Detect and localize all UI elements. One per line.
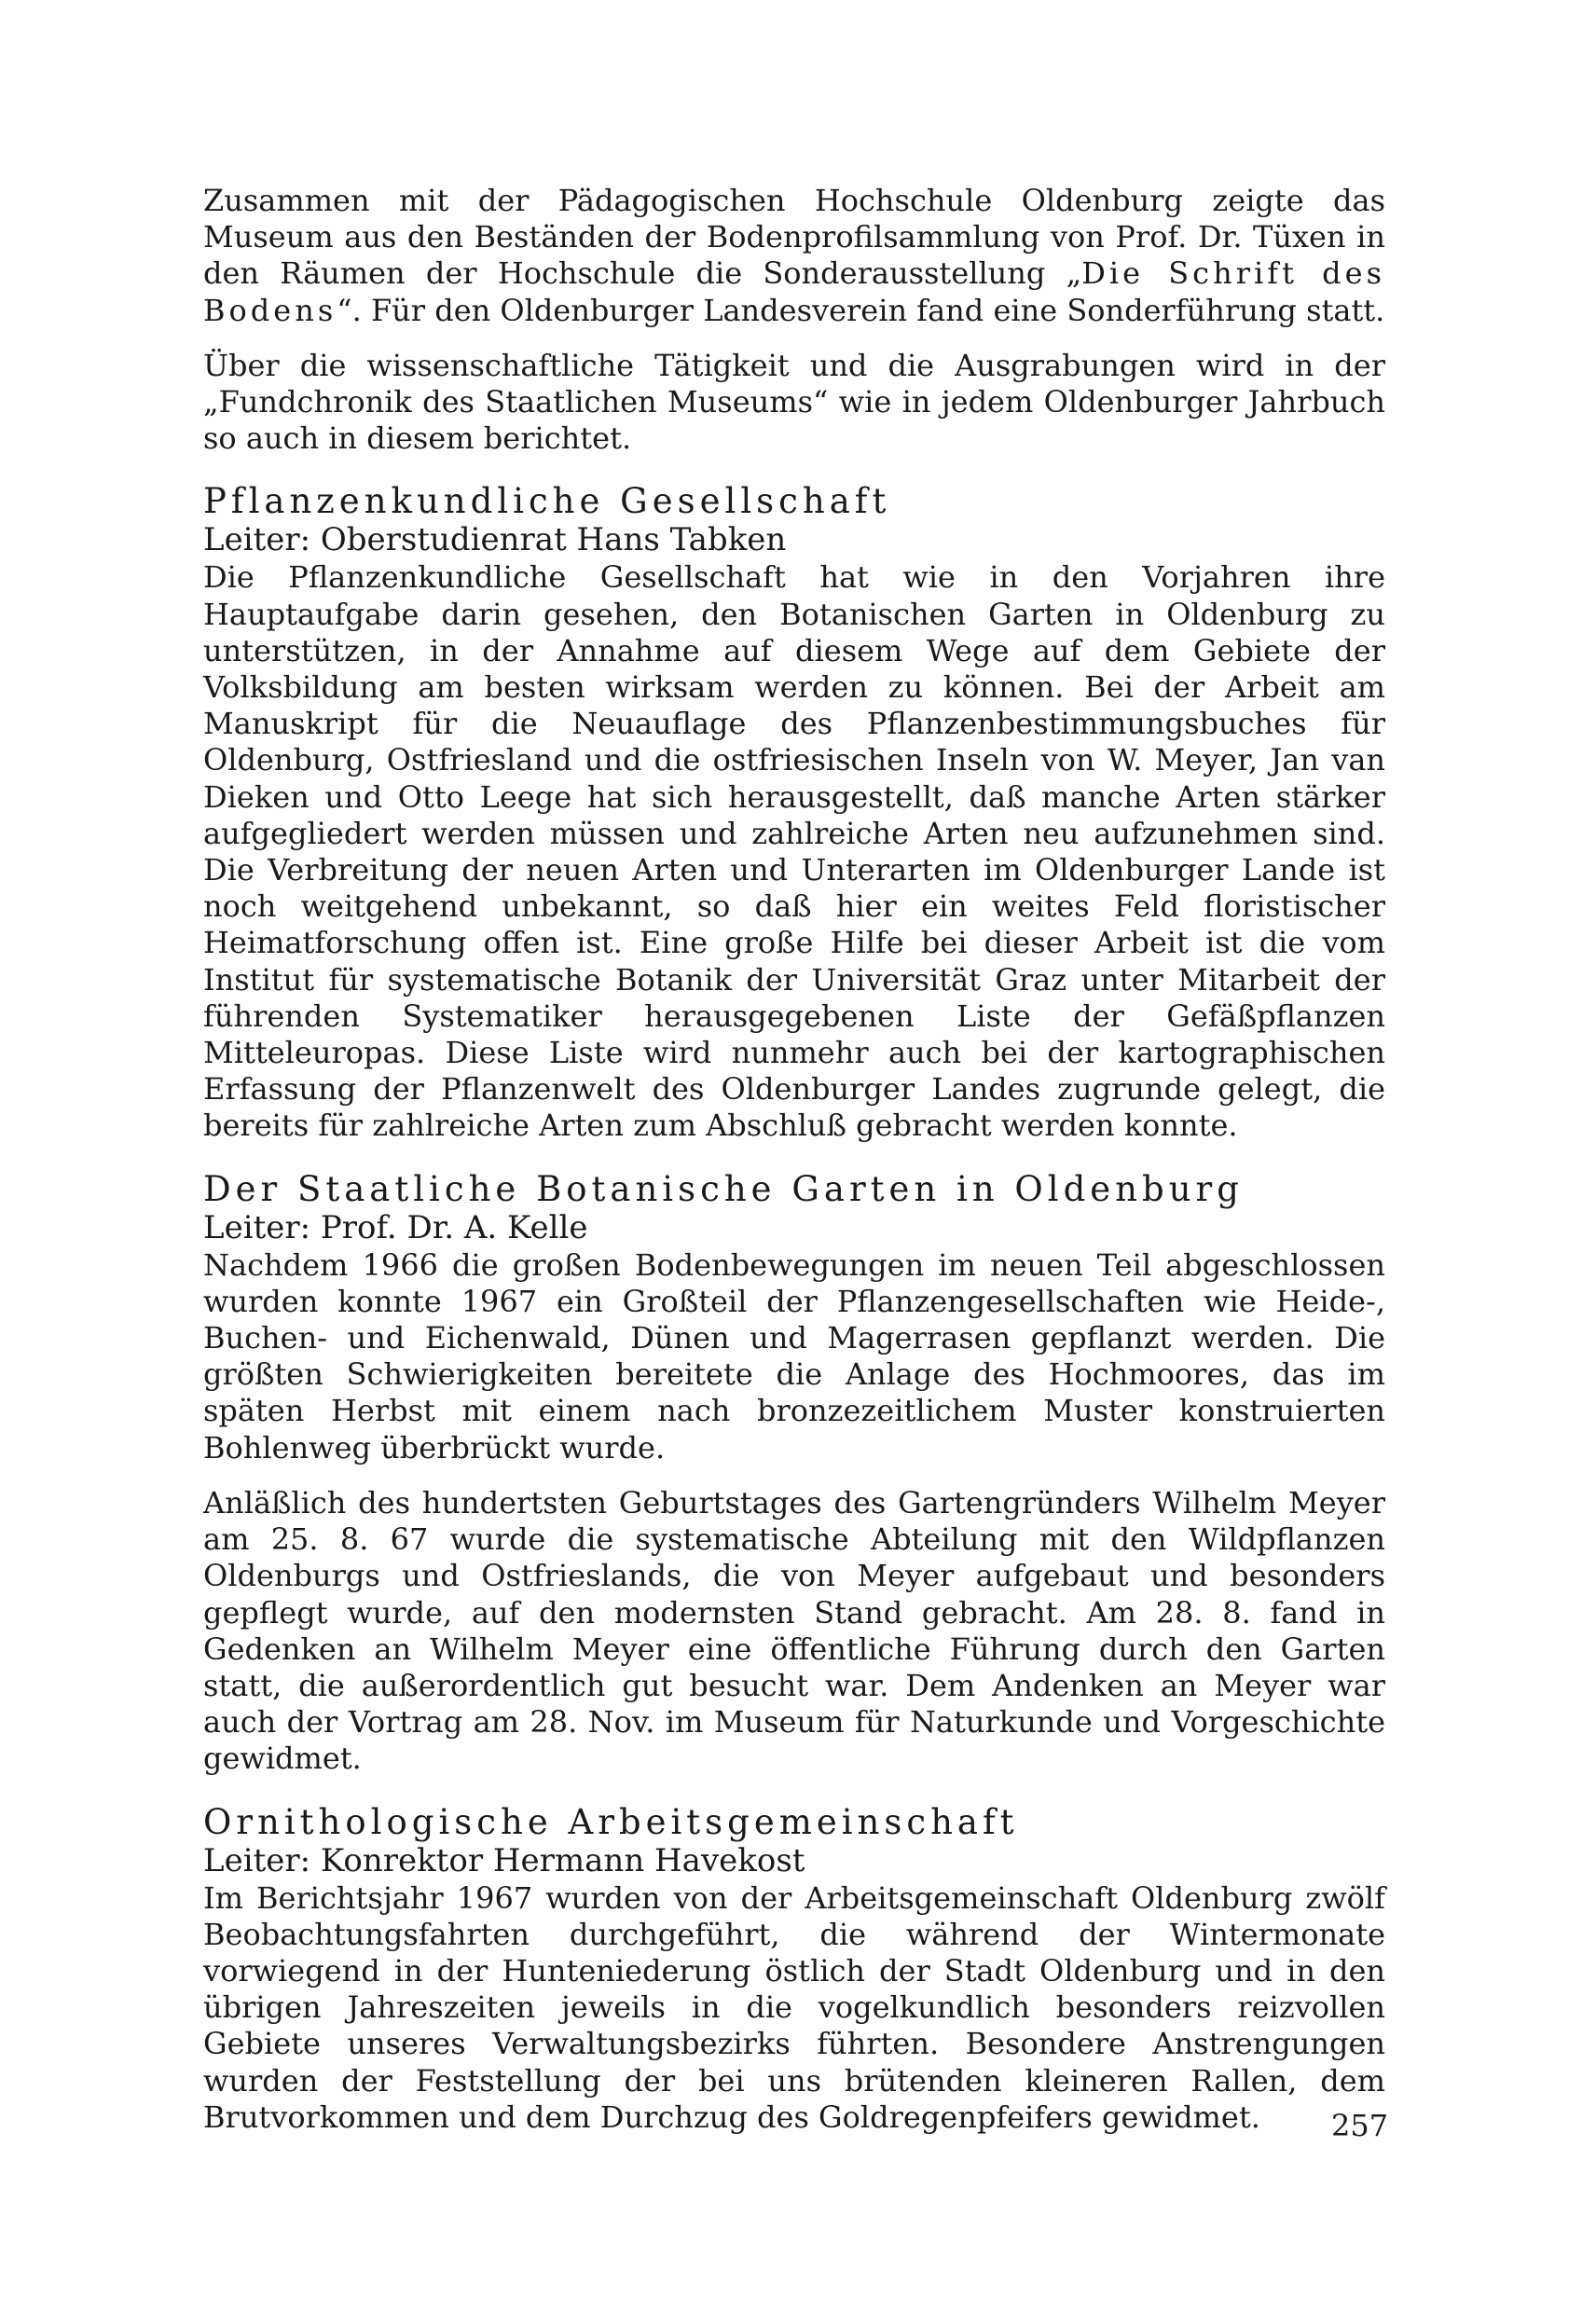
section-title: Ornithologische Arbeitsgemeinschaft	[203, 1801, 1019, 1842]
intro-text-start: Zusammen mit der Pädagogischen Hochschule Oldenburg zeigte das Museum aus den Beständen der Bodenprofilsammlung von Prof. Dr. Tüxen in den Räumen der Hochschule die Sonderausstellung „	[203, 183, 1385, 292]
section-paragraph: Nachdem 1966 die großen Bodenbewegungen im neuen Teil abgeschlossen wurden konnte 1967 ein Großteil der Pflanzengesellschaften wie Heide-, Buchen- und Eichenwald, Dünen und Magerrasen gepflanzt werden. Die größten Schwierigkeiten bereitete die Anlage des Hochmoores, das im späten Herbst mit einem nach bronzezeitlichem Muster konstruierten Bohlenweg überbrückt wurde.	[203, 1246, 1385, 1466]
section-leader: Leiter: Prof. Dr. A. Kelle	[203, 1208, 588, 1246]
section-title: Der Staatliche Botanische Garten in Oldenburg	[203, 1168, 1244, 1209]
page-body	[203, 183, 1385, 2136]
intro-text-end: “. Für den Oldenburger Landesverein fand eine Sonderführung statt.	[337, 292, 1385, 328]
page-number: 257	[1331, 2108, 1389, 2143]
exhibition-title: Die Schrift des Bodens	[203, 255, 1386, 328]
intro-paragraph-2: Über die wissenschaftliche Tätigkeit und die Ausgrabungen wird in der „Fundchronik des Staatlichen Museums“ wie in jedem Oldenburger Jahrbuch so auch in diesem berichtet.	[203, 347, 1385, 457]
section-paragraph: Im Berichtsjahr 1967 wurden von der Arbeitsgemeinschaft Oldenburg zwölf Beobachtungsfahrten durchgeführt, die während der Wintermonate vorwiegend in der Hunteniederung östlich der Stadt Oldenburg und in den übrigen Jahreszeiten jeweils in die vogelkundlich besonders reizvollen Gebiete unseres Verwaltungsbezirks führten. Besondere Anstrengungen wurden der Feststellung der bei uns brütenden kleineren Rallen, dem Brutvorkommen und dem Durchzug des Goldregenpfeifers gewidmet.	[203, 1879, 1385, 2135]
section-botanischer-garten	[203, 1169, 1385, 1778]
section-paragraph: Anläßlich des hundertsten Geburtstages des Gartengründers Wilhelm Meyer am 25. 8. 67 wurde die systematische Abteilung mit den Wildpflanzen Oldenburgs und Ostfrieslands, die von Meyer aufgebaut und besonders gepflegt wurde, auf den modernsten Stand gebracht. Am 28. 8. fand in Gedenken an Wilhelm Meyer eine öffentliche Führung durch den Garten statt, die außerordentlich gut besucht war. Dem Andenken an Meyer war auch der Vortrag am 28. Nov. im Museum für Naturkunde und Vorgeschichte gewidmet.	[203, 1484, 1385, 1777]
section-pflanzenkundliche-gesellschaft	[203, 481, 1385, 1144]
section-ornithologische-arbeitsgemeinschaft	[203, 1802, 1385, 2136]
section-title: Pflanzenkundliche Gesellschaft	[203, 481, 891, 522]
section-leader: Leiter: Konrektor Hermann Havekost	[203, 1841, 805, 1879]
intro-paragraph-1	[203, 183, 1385, 329]
section-paragraph: Die Pflanzenkundliche Gesellschaft hat wie in den Vorjahren ihre Hauptaufgabe darin gesehen, den Botanischen Garten in Oldenburg zu unterstützen, in der Annahme auf diesem Wege auf dem Gebiete der Volksbildung am besten wirksam werden zu können. Bei der Arbeit am Manuskript für die Neuauflage des Pflanzenbestimmungsbuches für Oldenburg, Ostfriesland und die ostfriesischen Inseln von W. Meyer, Jan van Dieken und Otto Leege hat sich herausgestellt, daß manche Arten stärker aufgegliedert werden müssen und zahlreiche Arten neu aufzunehmen sind. Die Verbreitung der neuen Arten und Unterarten im Oldenburger Lande ist noch weitgehend unbekannt, so daß hier ein weites Feld floristischer Heimatforschung offen ist. Eine große Hilfe bei dieser Arbeit ist die vom Institut für systematische Botanik der Universität Graz unter Mitarbeit der führenden Systematiker herausgegebenen Liste der Gefäßpflanzen Mitteleuropas. Diese Liste wird nunmehr auch bei der kartographischen Erfassung der Pflanzenwelt des Oldenburger Landes zugrunde gelegt, die bereits für zahlreiche Arten zum Abschluß gebracht werden konnte.	[203, 559, 1385, 1144]
section-leader: Leiter: Oberstudienrat Hans Tabken	[203, 521, 787, 559]
